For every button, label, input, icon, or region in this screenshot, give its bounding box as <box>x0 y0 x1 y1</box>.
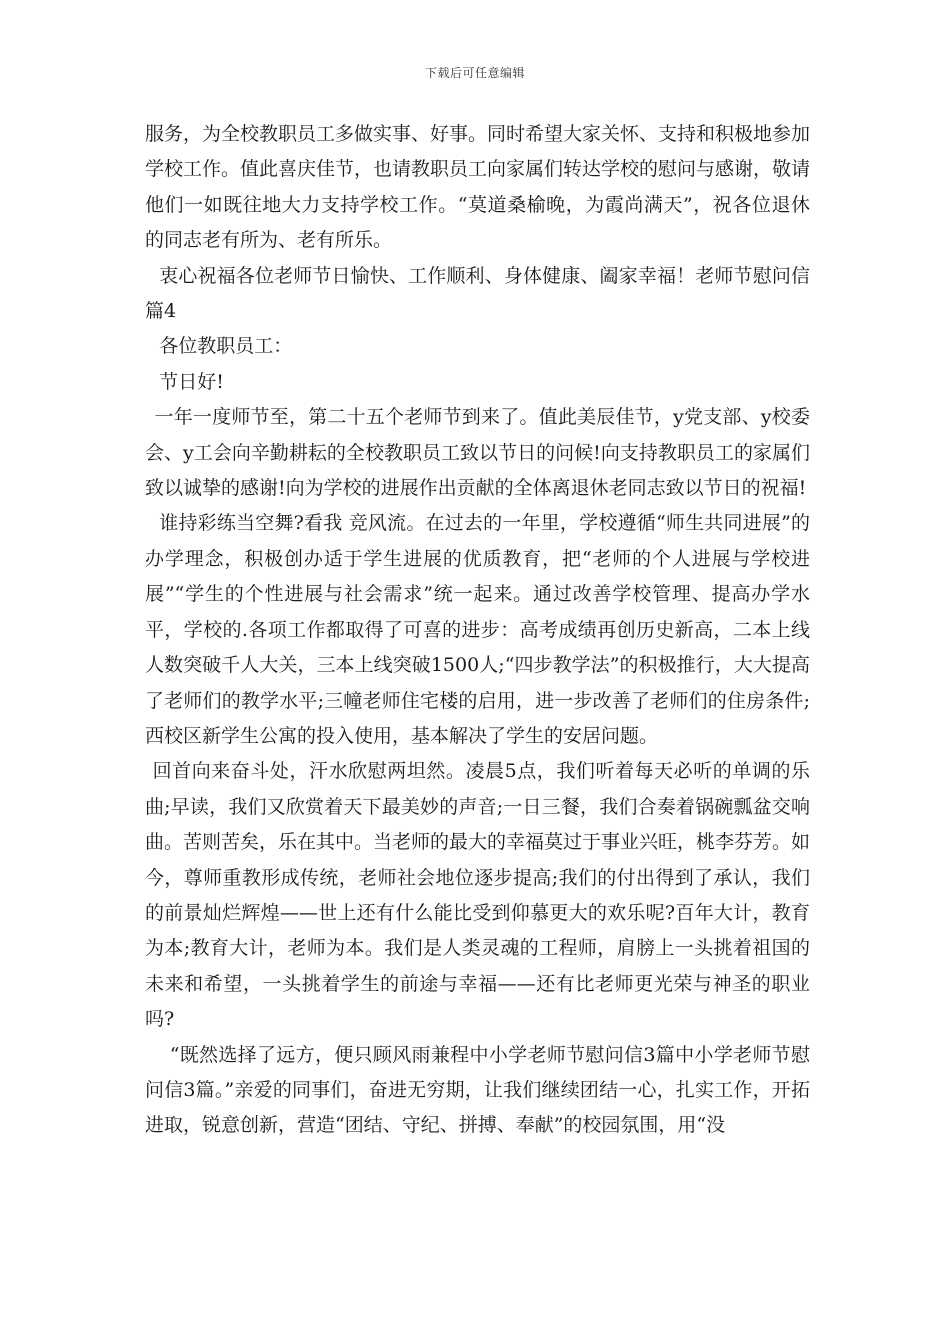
paragraph-closing: “既然选择了远方，便只顾风雨兼程中小学老师节慰问信3篇中小学老师节慰问信3篇。”亲爱的同事们，奋进无穷期，让我们继续团结一心，扎实工作，开拓进取，锐意创新，营造“团结、守纪、拼搏、奉献”的校园氛围，用“没 <box>145 1043 810 1137</box>
paragraph-reflection: 回首向来奋斗处，汗水欣慰两坦然。凌晨5点，我们听着每天必听的单调的乐曲;早读，我们又欣赏着天下最美妙的声音;一日三餐，我们合奏着锅碗瓢盆交响曲。苦则苦矣，乐在其中。当老师的最大的幸福莫过于事业兴旺，桃李芬芳。如今，尊师重教形成传统，老师社会地位逐步提高;我们的付出得到了承认，我们的前景灿烂辉煌——世上还有什么能比受到仰慕更大的欢乐呢?百年大计，教育为本;教育大计，老师为本。我们是人类灵魂的工程师，肩膀上一头挑着祖国的未来和希望，一头挑着学生的前途与幸福——还有比老师更光荣与神圣的职业吗? <box>145 760 811 1031</box>
paragraph-festival: 一年一度师节至，第二十五个老师节到来了。值此美辰佳节，y党支部、y校委会、y工会向辛勤耕耘的全校教职员工致以节日的问候!向支持教职员工的家属们致以诚挚的感谢!向为学校的进展作出贡献的全体离退休老同志致以节日的祝福! <box>145 406 810 500</box>
paragraph-achievements: 谁持彩练当空舞?看我 竞风流。在过去的一年里，学校遵循“师生共同进展”的办学理念，积极创办适于学生进展的优质教育，把“老师的个人进展与学校进展”“学生的个性进展与社会需求”统一起来。通过改善学校管理、提高办学水平，学校的.各项工作都取得了可喜的进步：高考成绩再创历史新高，二本上线人数突破千人大关，三本上线突破1500人;“四步教学法”的积极推行，大大提高了老师们的教学水平;三幢老师住宅楼的启用，进一步改善了老师们的住房条件;西校区新学生公寓的投入使用，基本解决了学生的安居问题。 <box>145 512 810 747</box>
document-body <box>145 117 810 1144</box>
page-header: 下载后可任意编辑 <box>424 66 525 80</box>
paragraph-salutation: 各位教职员工： <box>159 335 293 358</box>
paragraph-wishes-heading: 衷心祝福各位老师节日愉快、工作顺利、身体健康、阖家幸福！老师节慰问信 篇4 <box>145 264 810 323</box>
paragraph-service: 服务，为全校教职员工多做实事、好事。同时希望大家关怀、支持和积极地参加学校工作。值此喜庆佳节，也请教职员工向家属们转达学校的慰问与感谢，敬请他们一如既往地大力支持学校工作。“莫道桑榆晚，为霞尚满天”，祝各位退休的同志老有所为、老有所乐。 <box>145 123 811 252</box>
paragraph-greeting: 节日好! <box>159 370 224 393</box>
